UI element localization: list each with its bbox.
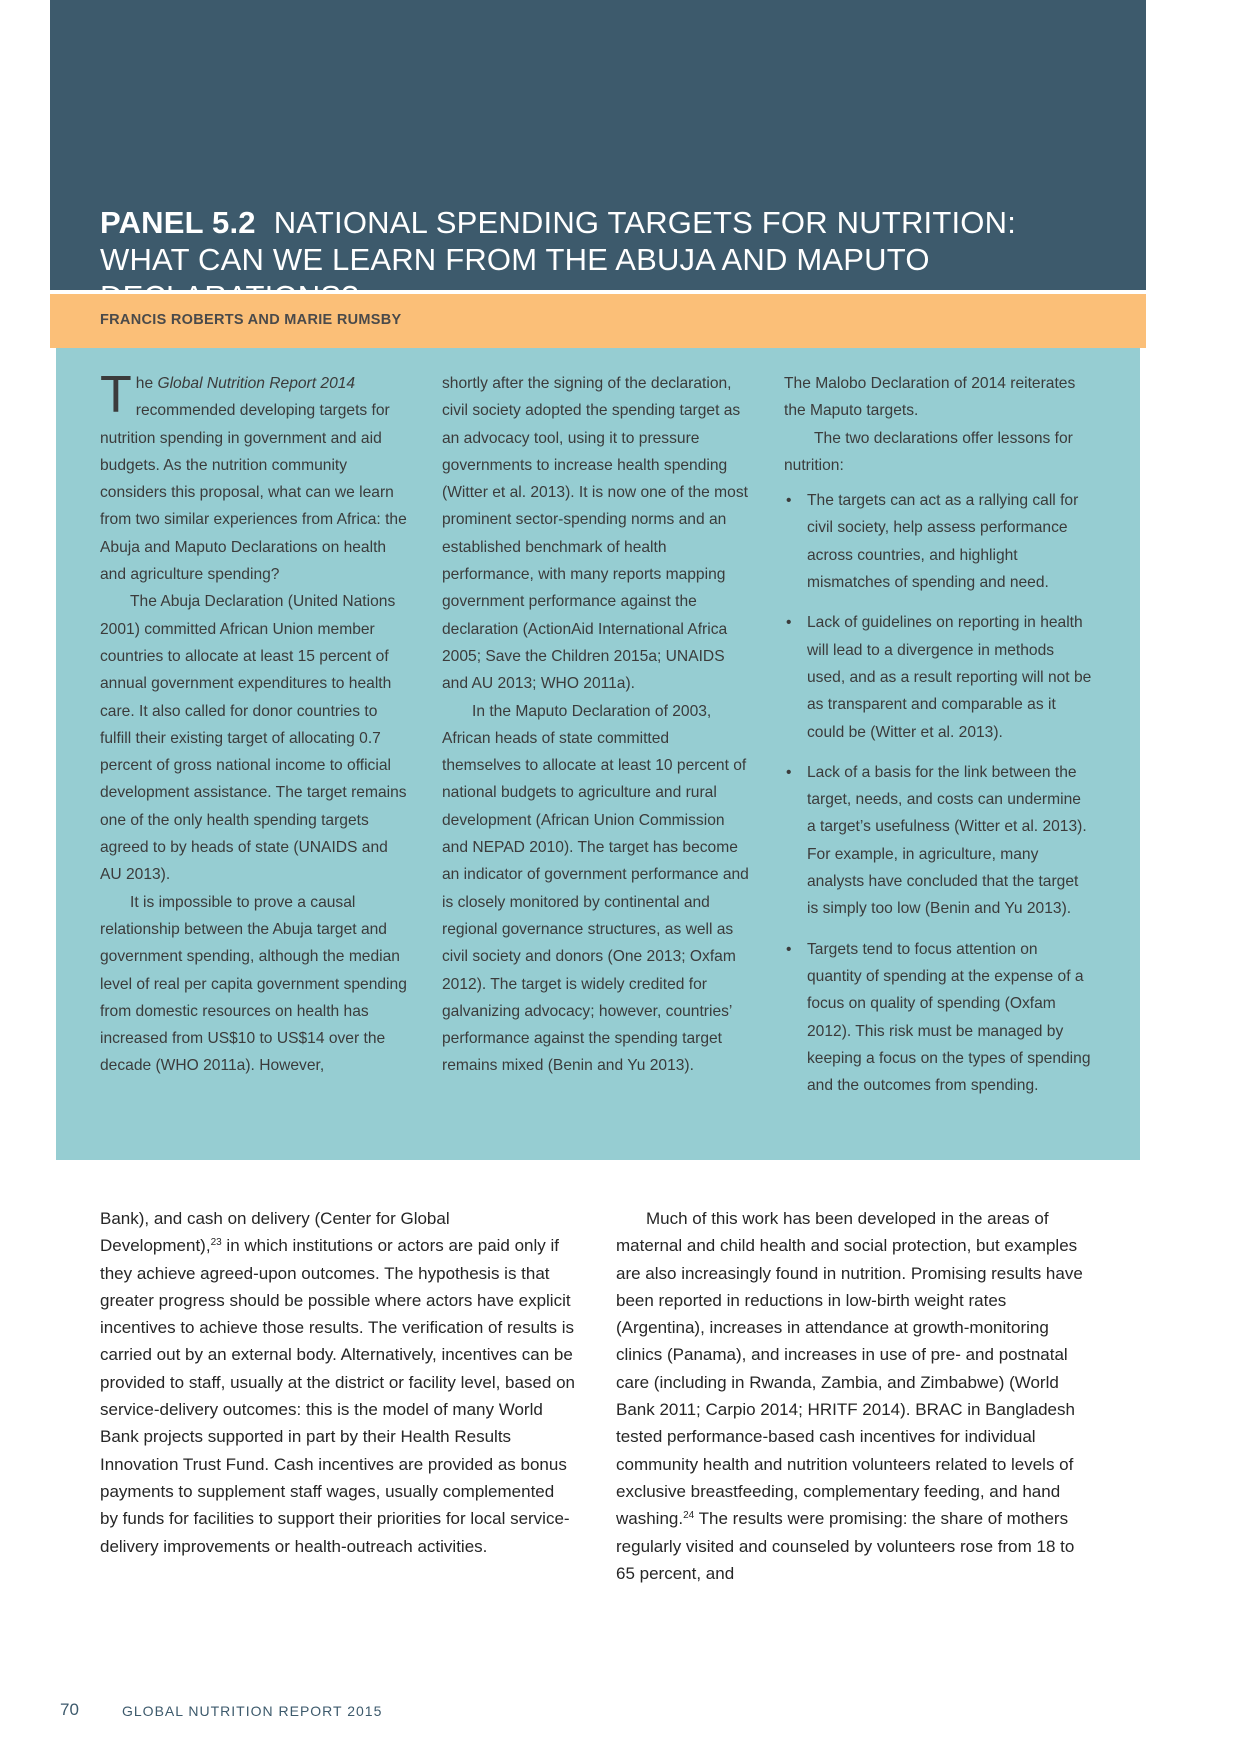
panel-paragraph: The two declarations offer lessons for nutrition: [784, 429, 1073, 474]
bullet-icon: • [786, 940, 792, 958]
drop-cap: T [100, 366, 132, 424]
running-title: GLOBAL NUTRITION REPORT 2015 [122, 1703, 383, 1719]
body-column-2 [616, 1205, 1092, 1587]
list-item-text: Lack of guidelines on reporting in health will lead to a divergence in methods used, and as a result reporting will not be as transparent and comparable as it could be (Witter et al. 2013). [807, 614, 1092, 741]
body-text: Much of this work has been developed in the areas of maternal and child health and social protection, but examples are also increasingly found in nutrition. Promising results have been reported in reductions in low-birth weight rates (Argentina), increases in attendance at growth-monitoring clinics (Panama), and increases in use of pre- and postnatal care (including in Rwanda, Zambia, and Zimbabwe) (World Bank 2011; Carpio 2014; HRITF 2014). BRAC in Bangladesh tested performance-based cash incentives for individual community health and nutrition volunteers related to levels of exclusive breastfeeding, complementary feeding, and hand washing. [616, 1209, 1083, 1529]
body-paragraph [616, 1205, 1092, 1587]
panel-text: recommended developing targets for nutrition spending in government and aid budgets. As the nutrition community considers this proposal, what can we learn from two similar experiences from Africa: the Abuja and Maputo Declarations on health and agriculture spending? [100, 402, 407, 584]
panel-body [56, 348, 1140, 1160]
panel-paragraph: shortly after the signing of the declaration, civil society adopted the spending target as an advocacy tool, using it to pressure governments to increase health spending (Witter et al. 2013). It is now one of the most prominent sector-spending norms and an established benchmark of health performance, with many reports mapping government performance against the declaration (ActionAid International Africa 2005; Save the Children 2015a; UNAIDS and AU 2013; WHO 2011a). [442, 375, 748, 693]
page-number: 70 [60, 1700, 79, 1719]
list-item-text: Lack of a basis for the link between the target, needs, and costs can undermine a target’s usefulness (Witter et al. 2013). For example, in agriculture, many analysts have concluded that the target is simply too low (Benin and Yu 2013). [807, 763, 1087, 918]
body-paragraph [100, 1205, 576, 1560]
panel-authors: FRANCIS ROBERTS AND MARIE RUMSBY [100, 312, 402, 328]
body-text: Bank), and cash on delivery (Center for Global Development), [100, 1209, 450, 1256]
body-column-1 [100, 1205, 576, 1560]
panel-text: he [135, 375, 158, 392]
panel-paragraph: The Malobo Declaration of 2014 reiterates the Maputo targets. [784, 375, 1076, 420]
list-item [784, 487, 1092, 596]
bullet-icon: • [786, 763, 792, 781]
lessons-list [784, 487, 1092, 1099]
authors-band [50, 294, 1146, 348]
report-title-italic: Global Nutrition Report 2014 [157, 375, 356, 392]
panel-title-text: NATIONAL SPENDING TARGETS FOR NUTRITION: WHAT CAN WE LEARN FROM THE ABUJA AND MAPUTO [100, 205, 1017, 277]
list-item [784, 759, 1092, 923]
bullet-icon: • [786, 492, 792, 510]
panel-label: PANEL 5.2 [100, 205, 256, 240]
body-text: The results were promising: the share of mothers regularly visited and counseled by volunteers rose from 18 to 65 percent, and [616, 1509, 1075, 1583]
panel-paragraph: In the Maputo Declaration of 2003, African heads of state committed themselves to allocate at least 10 percent of national budgets to agriculture and rural development (African Union Commission and NEPAD 2010). The target has become an indicator of government performance and is closely monitored by continental and regional governance structures, as well as civil society and donors (One 2013; Oxfam 2012). The target is widely credited for galvanizing advocacy; however, countries’ performance against the spending target remains mixed (Benin and Yu 2013). [442, 702, 749, 1075]
list-item [784, 936, 1092, 1100]
panel-paragraph: The Abuja Declaration (United Nations 2001) committed African Union member countries to allocate at least 15 percent of annual government expenditures to health care. It also called for donor countries to fulfill their existing target of allocating 0.7 percent of gross national income to official development assistance. The target remains one of the only health spending targets agreed to by heads of state (UNAIDS and AU 2013). [100, 593, 407, 884]
panel-paragraph [100, 366, 408, 588]
footnote-ref[interactable]: 23 [210, 1237, 222, 1249]
panel-paragraph: It is impossible to prove a causal relationship between the Abuja target and government spending, although the median level of real per capita government spending from domestic resources on health has increased from US$10 to US$14 over the decade (WHO 2011a). However, [100, 893, 407, 1075]
footnote-ref[interactable]: 24 [683, 1510, 695, 1522]
list-item-text: The targets can act as a rallying call for civil society, help assess performance across countries, and highlight mismatches of spending and need. [807, 492, 1079, 592]
panel-column-2 [442, 370, 750, 1080]
bullet-icon: • [786, 614, 792, 632]
list-item-text: Targets tend to focus attention on quantity of spending at the expense of a focus on quality of spending (Oxfam 2012). This risk must be managed by keeping a focus on the types of spending and the outcomes from spending. [807, 940, 1091, 1095]
panel-column-3 [784, 370, 1092, 1112]
body-text: in which institutions or actors are paid only if they achieve agreed-upon outcomes. The hypothesis is that greater progress should be possible where actors have explicit incentives to achieve those results. The verification of results is carried out by an external body. Alternatively, incentives can be provided to staff, usually at the district or facility level, based on service-delivery outcomes: this is the model of many World Bank projects supported in part by their Health Results Innovation Trust Fund. Cash incentives are provided as bonus payments to supplement staff wages, usually complemented by funds for facilities to support their priorities for local service-delivery improvements or health-outreach activities. [100, 1236, 575, 1556]
list-item [784, 609, 1092, 745]
panel-column-1 [100, 366, 408, 1080]
